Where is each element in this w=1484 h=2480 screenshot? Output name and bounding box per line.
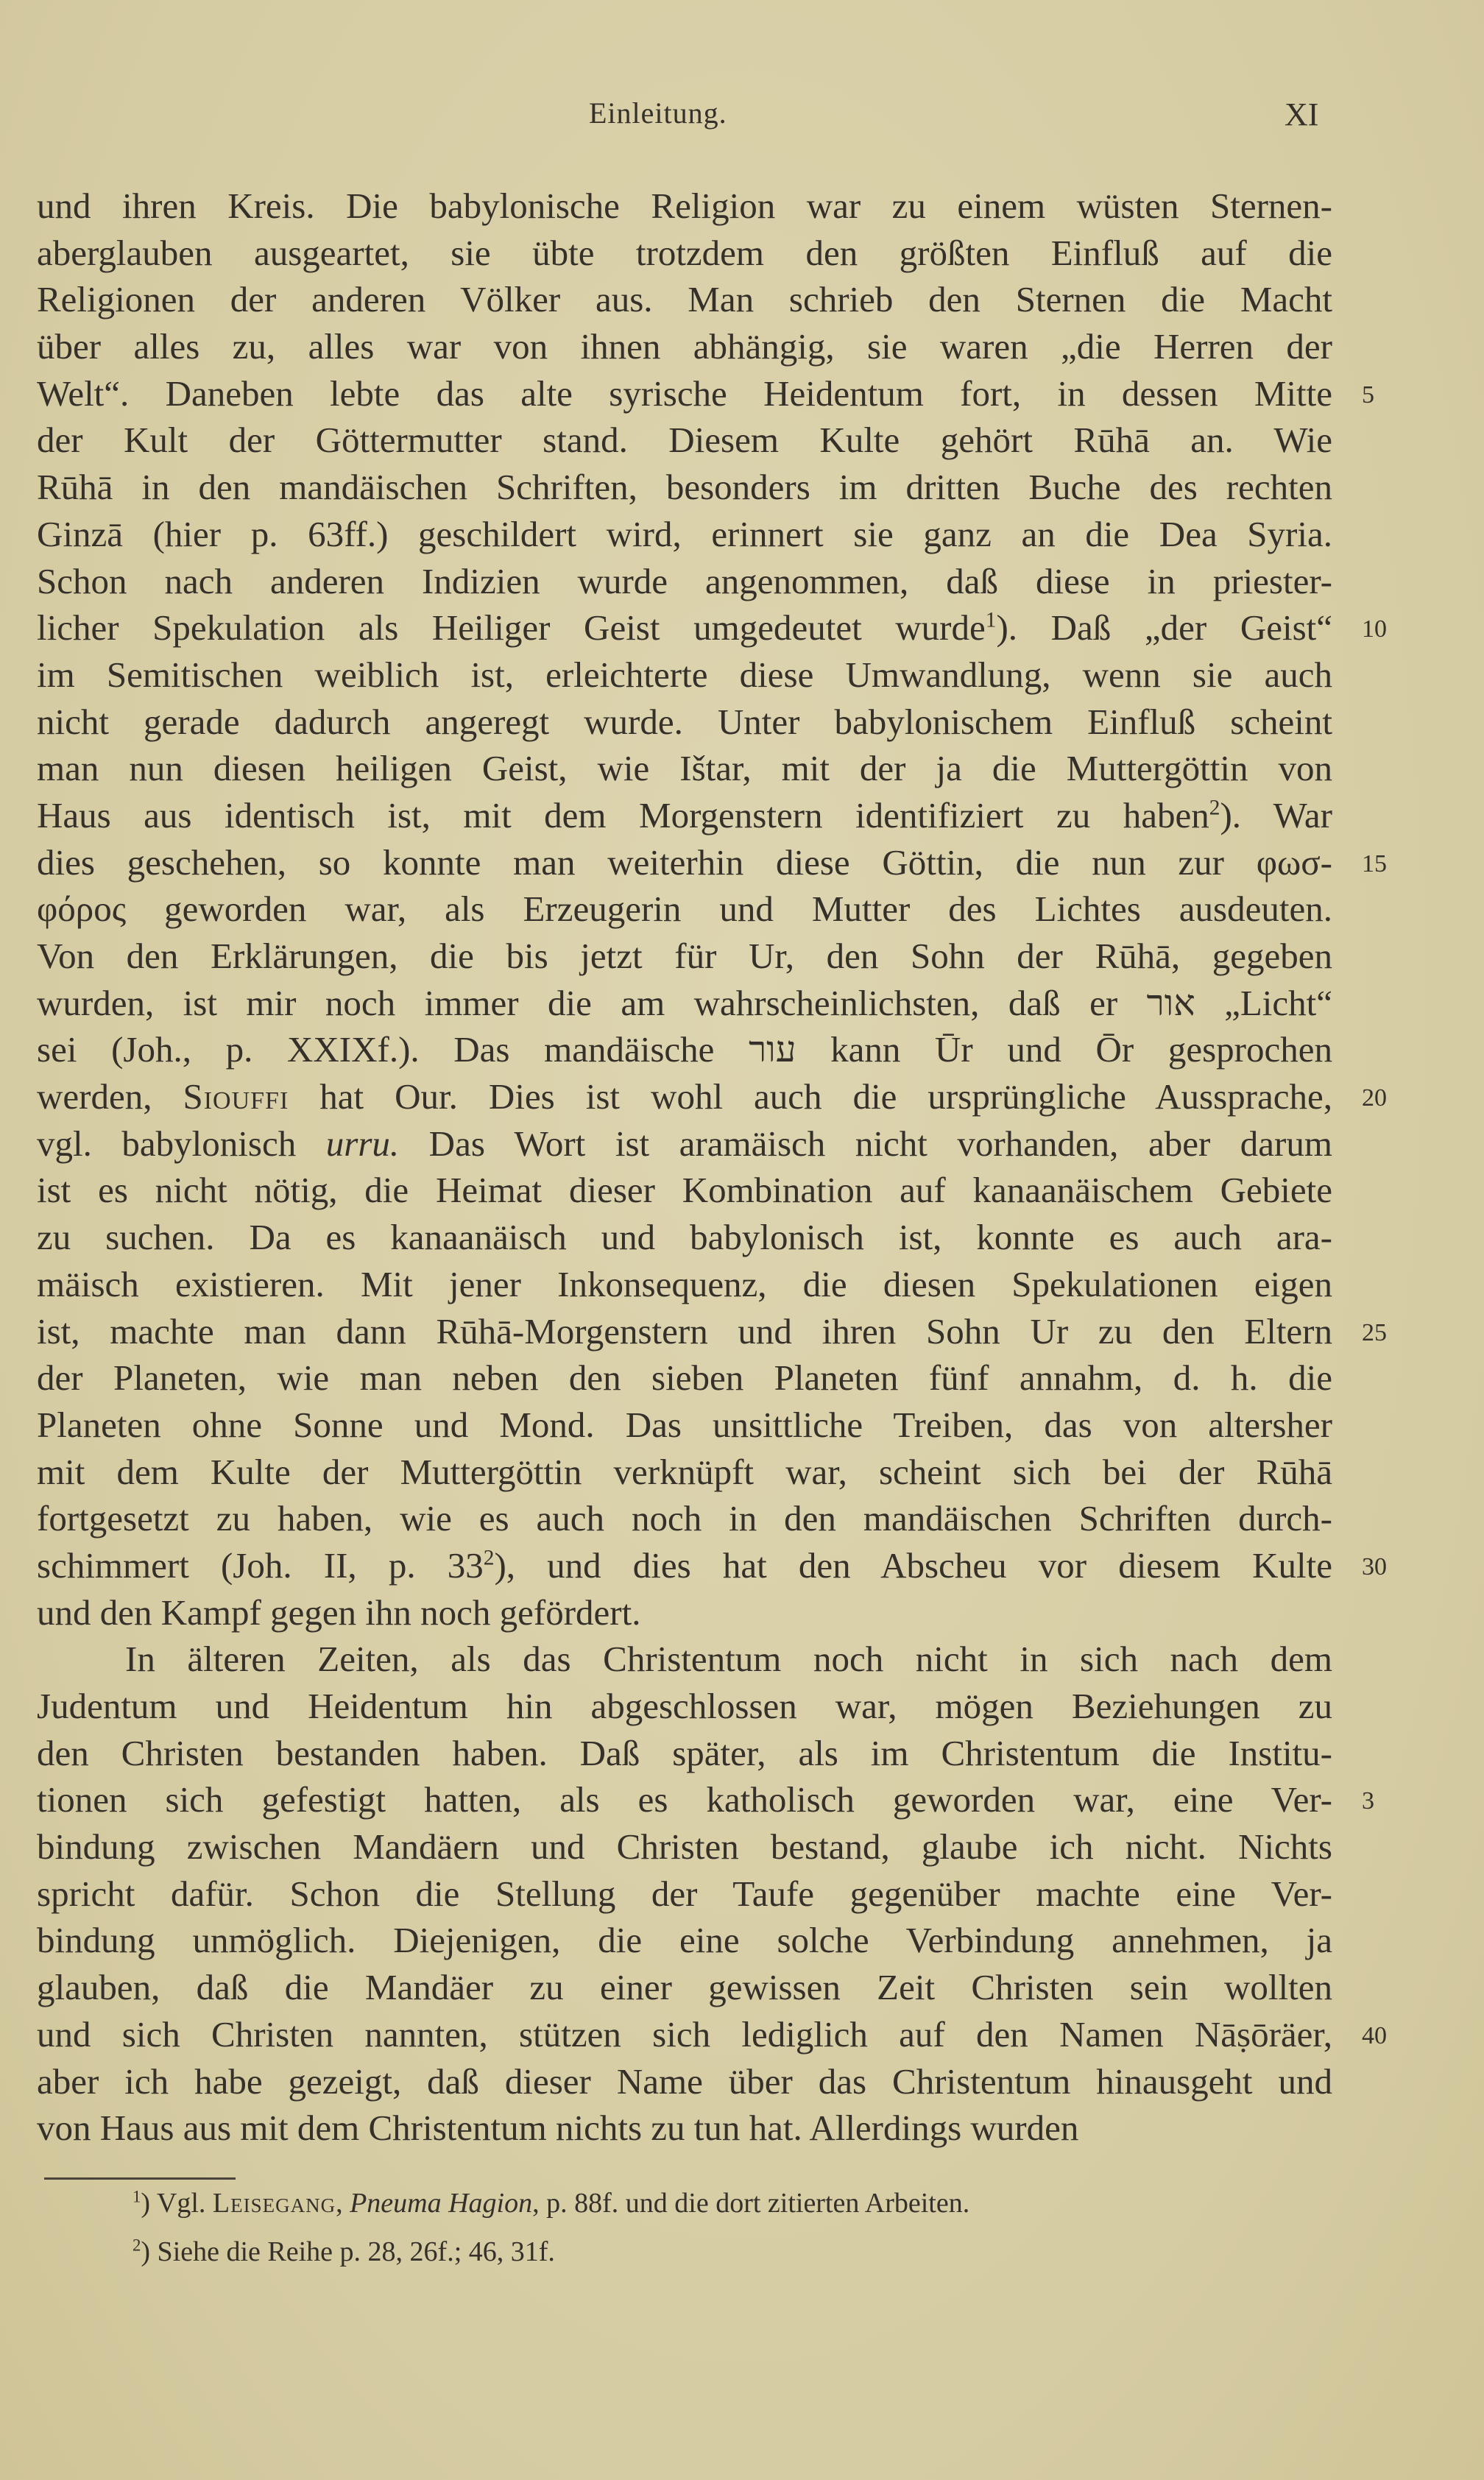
text-line xyxy=(37,417,1332,464)
text-line xyxy=(37,1730,1332,1777)
text-run: über alles zu, alles war von ihnen abhängig, sie waren „die Herren der xyxy=(37,326,1332,367)
text-run: dies geschehen, so konnte man weiterhin diese Göttin, die nun zur φωσ- xyxy=(37,841,1332,883)
text-run: Das Wort ist aramäisch nicht vorhanden, aber darum xyxy=(399,1123,1332,1164)
text-line xyxy=(37,1261,1332,1308)
line-number: 5 xyxy=(1362,381,1374,409)
text-line xyxy=(37,323,1332,370)
footnote-marker: 1 xyxy=(132,2187,141,2206)
text-line xyxy=(37,1354,1332,1402)
line-number: 20 xyxy=(1362,1084,1387,1112)
text-run: ) Siehe die Reihe p. 28, 26f.; 46, 31f. xyxy=(141,2236,555,2267)
text-line xyxy=(37,1449,1332,1496)
text-line xyxy=(37,1589,1332,1636)
text-run: Rūhā in den mandäischen Schriften, besonders im dritten Buche des rechten xyxy=(37,467,1332,508)
text-line xyxy=(37,1683,1332,1730)
text-line xyxy=(37,1636,1332,1683)
text-run: zu suchen. Da es kanaanäisch und babylonisch ist, konnte es auch ara- xyxy=(37,1217,1332,1258)
text-run: , xyxy=(336,2188,350,2219)
text-run: tionen sich gefestigt hatten, als es katholisch geworden war, eine Ver- xyxy=(37,1779,1332,1820)
footnote-marker: 2 xyxy=(132,2236,141,2255)
text-line xyxy=(37,2011,1387,2058)
text-run: mit dem Kulte der Muttergöttin verknüpft war, scheint sich bei der Rūhā xyxy=(37,1451,1332,1492)
text-run: Haus aus identisch ist, mit dem Morgenstern identifiziert zu haben xyxy=(37,794,1209,836)
small-caps-name: Leisegang xyxy=(212,2188,336,2219)
text-run: ) Vgl. xyxy=(141,2188,213,2219)
text-run: fortgesetzt zu haben, wie es auch noch in den mandäischen Schriften durch- xyxy=(37,1498,1332,1539)
text-line xyxy=(37,1964,1332,2011)
italic-term: Pneuma Hagion xyxy=(350,2188,533,2219)
text-run: der Planeten, wie man neben den sieben Planeten fünf annahm, d. h. die xyxy=(37,1357,1332,1399)
text-run: ). Daß „der Geist“ xyxy=(996,607,1333,649)
text-run: sei (Joh., p. XXIXf.). Das mandäische עור kann Ūr und Ōr gesprochen xyxy=(37,1029,1332,1070)
footnote xyxy=(132,2179,1310,2228)
text-line xyxy=(37,1308,1387,1355)
text-run: der Kult der Göttermutter stand. Diesem Kulte gehört Rūhā an. Wie xyxy=(37,420,1332,461)
line-number: 15 xyxy=(1362,849,1387,877)
text-run: wurden, ist mir noch immer die am wahrscheinlichsten, daß er אור „Licht“ xyxy=(37,982,1333,1023)
footnote-marker: 2 xyxy=(1209,796,1220,820)
footnote-marker: 1 xyxy=(985,608,997,632)
text-run: hat Our. Dies ist wohl auch die ursprüngliche Aussprache, xyxy=(289,1076,1333,1117)
text-run: von Haus aus mit dem Christentum nichts zu tun hat. Allerdings wurden xyxy=(37,2108,1079,2149)
text-run: Schon nach anderen Indizien wurde angenommen, daß diese in priester- xyxy=(37,560,1332,601)
text-run: ). War xyxy=(1220,794,1332,836)
running-head xyxy=(0,96,1484,140)
text-run: schimmert (Joh. II, p. 33 xyxy=(37,1544,484,1586)
text-line xyxy=(37,230,1332,277)
text-line xyxy=(37,933,1332,980)
text-line xyxy=(37,1214,1332,1261)
text-run: ), und dies hat den Abscheu vor diesem Kulte xyxy=(494,1544,1332,1586)
text-run: Von den Erklärungen, die bis jetzt für Ur, den Sohn der Rūhā, gegeben xyxy=(37,936,1332,976)
text-line xyxy=(37,276,1332,323)
text-line xyxy=(37,1120,1332,1167)
text-run: aber ich habe gezeigt, daß dieser Name über das Christentum hinausgeht und xyxy=(37,2060,1332,2102)
text-run: licher Spekulation als Heiliger Geist umgedeutet wurde xyxy=(37,607,986,649)
text-run: und sich Christen nannten, stützen sich lediglich auf den Namen Nāṣōräer, xyxy=(37,2013,1332,2055)
text-line xyxy=(37,839,1387,886)
text-run: bindung zwischen Mandäern und Christen bestand, glaube ich nicht. Nichts xyxy=(37,1826,1332,1868)
text-run: Planeten ohne Sonne und Mond. Das unsittliche Treiben, das von altersher xyxy=(37,1404,1332,1445)
footnotes xyxy=(132,2179,1310,2276)
body-text xyxy=(37,183,1387,2152)
text-line xyxy=(37,1776,1374,1823)
running-title: Einleitung. xyxy=(589,96,727,130)
text-line xyxy=(37,1495,1332,1542)
page-number: XI xyxy=(1285,96,1319,133)
footnote-marker: 2 xyxy=(483,1546,495,1570)
text-line xyxy=(37,1073,1387,1120)
text-line xyxy=(37,980,1332,1027)
text-run: spricht dafür. Schon die Stellung der Taufe gegenüber machte eine Ver- xyxy=(37,1873,1332,1914)
text-line xyxy=(37,886,1332,933)
text-run: In älteren Zeiten, als das Christentum noch nicht in sich nach dem xyxy=(125,1639,1332,1680)
text-line xyxy=(37,745,1332,792)
italic-term: urru. xyxy=(325,1123,400,1164)
text-run: Welt“. Daneben lebte das alte syrische Heidentum fort, in dessen Mitte xyxy=(37,372,1332,414)
text-line xyxy=(37,1542,1387,1589)
text-run: Judentum und Heidentum hin abgeschlossen war, mögen Beziehungen zu xyxy=(37,1686,1332,1726)
text-run: und ihren Kreis. Die babylonische Religion war zu einem wüsten Sternen- xyxy=(37,186,1332,226)
text-line xyxy=(37,1167,1332,1214)
text-run: Religionen der anderen Völker aus. Man schrieb den Sternen die Macht xyxy=(37,279,1332,320)
text-run: werden, xyxy=(37,1076,183,1117)
text-line xyxy=(37,1917,1332,1964)
text-line xyxy=(37,511,1332,558)
text-run: Ginzā (hier p. 63ff.) geschildert wird, erinnert sie ganz an die Dea Syria. xyxy=(37,513,1332,554)
text-line xyxy=(37,558,1332,605)
text-line xyxy=(37,1402,1332,1449)
text-run: , p. 88f. und die dort zitierten Arbeiten. xyxy=(532,2188,970,2219)
text-line xyxy=(37,651,1332,699)
small-caps-name: Siouffi xyxy=(183,1076,289,1117)
text-run: vgl. babylonisch xyxy=(37,1123,326,1164)
text-line xyxy=(37,1026,1332,1073)
text-run: bindung unmöglich. Diejenigen, die eine solche Verbindung annehmen, ja xyxy=(37,1920,1332,1961)
text-line xyxy=(37,2058,1332,2105)
text-run: den Christen bestanden haben. Daß später, als im Christentum die Institu- xyxy=(37,1732,1332,1773)
text-run: nicht gerade dadurch angeregt wurde. Unter babylonischem Einfluß scheint xyxy=(37,701,1332,742)
text-line xyxy=(37,792,1332,839)
line-number: 30 xyxy=(1362,1552,1387,1580)
text-run: und den Kampf gegen ihn noch gefördert. xyxy=(37,1591,641,1633)
text-line xyxy=(37,370,1374,417)
text-run: ist, machte man dann Rūhā-Morgenstern und ihren Sohn Ur zu den Eltern xyxy=(37,1310,1332,1352)
text-line xyxy=(37,464,1332,511)
line-number: 3 xyxy=(1362,1787,1374,1815)
text-run: ist es nicht nötig, die Heimat dieser Kombination auf kanaanäischem Gebiete xyxy=(37,1170,1332,1211)
line-number: 10 xyxy=(1362,615,1387,643)
text-run: im Semitischen weiblich ist, erleichterte diese Umwandlung, wenn sie auch xyxy=(37,654,1332,695)
text-line xyxy=(37,183,1332,230)
text-run: glauben, daß die Mandäer zu einer gewissen Zeit Christen sein wollten xyxy=(37,1967,1332,2008)
text-run: mäisch existieren. Mit jener Inkonsequenz, die diesen Spekulationen eigen xyxy=(37,1263,1332,1304)
text-line xyxy=(37,1823,1332,1870)
text-run: aberglauben ausgeartet, sie übte trotzdem den größten Einfluß auf die xyxy=(37,232,1332,273)
line-number: 40 xyxy=(1362,2021,1387,2049)
text-line xyxy=(37,2105,1332,2152)
text-run: man nun diesen heiligen Geist, wie Ištar, mit der ja die Muttergöttin von xyxy=(37,748,1332,789)
text-run: φόρος geworden war, als Erzeugerin und Mutter des Lichtes ausdeuten. xyxy=(37,889,1332,930)
line-number: 25 xyxy=(1362,1318,1387,1346)
text-line xyxy=(37,604,1387,651)
text-line xyxy=(37,699,1332,746)
text-line xyxy=(37,1870,1332,1918)
footnote xyxy=(132,2228,1310,2276)
